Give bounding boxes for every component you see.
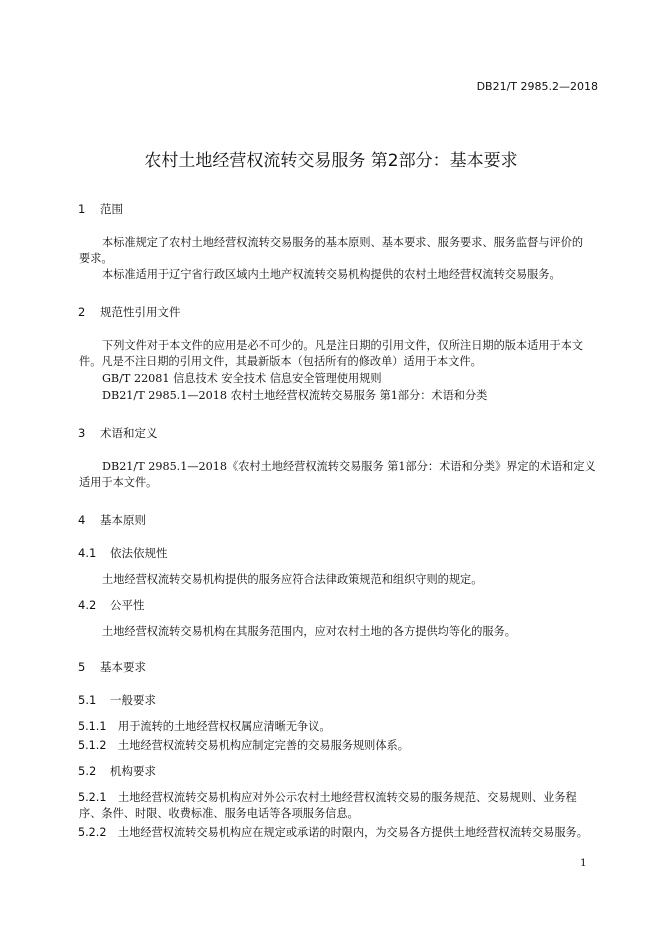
subsection-number: 4.2 — [78, 598, 97, 612]
paragraph-line: 本标准规定了农村土地经营权流转交易服务的基本原则、基本要求、服务要求、服务监督与评价的 — [102, 236, 584, 249]
subsection-5-2-heading — [78, 763, 156, 779]
clause-number: 5.1.1 — [78, 720, 107, 733]
subsection-number: 5.1 — [78, 693, 97, 707]
section-number: 2 — [78, 305, 86, 319]
paragraph-line: DB21/T 2985.1—2018《农村土地经营权流转交易服务 第1部分：术语和分类》界定的术语和定义 — [102, 460, 596, 473]
section-number: 1 — [78, 202, 86, 216]
paragraph-line: 本标准适用于辽宁省行政区域内土地产权流转交易机构提供的农村土地经营权流转交易服务。 — [102, 268, 561, 281]
clause-text: 用于流转的土地经营权权属应清晰无争议。 — [118, 720, 331, 733]
clause-5-2-2 — [78, 824, 588, 840]
document-number: DB21/T 2985.2—2018 — [476, 80, 598, 93]
section-title: 范围 — [100, 202, 123, 216]
clause-5-2-1 — [78, 789, 577, 805]
section-4-heading — [78, 512, 146, 528]
section-number: 3 — [78, 426, 86, 440]
paragraph-line: 土地经营权流转交易机构提供的服务应符合法律政策规范和组织守则的规定。 — [102, 573, 483, 586]
section-title: 术语和定义 — [100, 426, 158, 440]
subsection-number: 5.2 — [78, 764, 97, 778]
subsection-title: 一般要求 — [110, 693, 156, 707]
section-title: 规范性引用文件 — [100, 305, 181, 319]
clause-text: 土地经营权流转交易机构应对外公示农村土地经营权流转交易的服务规范、交易规则、业务程 — [118, 791, 577, 804]
paragraph-line: 要求。 — [79, 252, 113, 265]
section-number: 4 — [78, 513, 86, 527]
reference-item: DB21/T 2985.1—2018 农村土地经营权流转交易服务 第1部分：术语和分类 — [102, 389, 488, 402]
clause-number: 5.2.1 — [78, 791, 107, 804]
subsection-5-1-heading — [78, 692, 156, 708]
subsection-title: 依法依规性 — [110, 546, 168, 560]
section-title: 基本要求 — [100, 660, 146, 674]
subsection-4-1-heading — [78, 545, 168, 561]
page-number: 1 — [580, 857, 587, 869]
section-number: 5 — [78, 660, 86, 674]
paragraph-line: 件。凡是不注日期的引用文件，其最新版本（包括所有的修改单）适用于本文件。 — [79, 355, 482, 368]
section-2-heading — [78, 304, 181, 320]
document-title: 农村土地经营权流转交易服务 第2部分：基本要求 — [144, 151, 518, 171]
clause-number: 5.2.2 — [78, 826, 107, 839]
clause-text: 土地经营权流转交易机构应制定完善的交易服务规则体系。 — [118, 739, 409, 752]
clause-5-1-2 — [78, 737, 409, 753]
section-5-heading — [78, 659, 146, 675]
subsection-title: 机构要求 — [110, 764, 156, 778]
section-1-heading — [78, 201, 123, 217]
paragraph-line: 下列文件对于本文件的应用是必不可少的。凡是注日期的引用文件，仅所注日期的版本适用于本文 — [102, 339, 584, 352]
clause-5-1-1 — [78, 718, 331, 734]
subsection-4-2-heading — [78, 597, 145, 613]
paragraph-line: 适用于本文件。 — [79, 476, 158, 489]
reference-item: GB/T 22081 信息技术 安全技术 信息安全管理使用规则 — [102, 372, 382, 385]
clause-number: 5.1.2 — [78, 739, 107, 752]
paragraph-line: 土地经营权流转交易机构在其服务范围内，应对农村土地的各方提供均等化的服务。 — [102, 625, 516, 638]
clause-continuation: 序、条件、时限、收费标准、服务电话等各项服务信息。 — [79, 807, 359, 820]
section-3-heading — [78, 425, 158, 441]
clause-text: 土地经营权流转交易机构应在规定或承诺的时限内，为交易各方提供土地经营权流转交易服务。 — [118, 826, 588, 839]
subsection-title: 公平性 — [110, 598, 145, 612]
section-title: 基本原则 — [100, 513, 146, 527]
subsection-number: 4.1 — [78, 546, 97, 560]
